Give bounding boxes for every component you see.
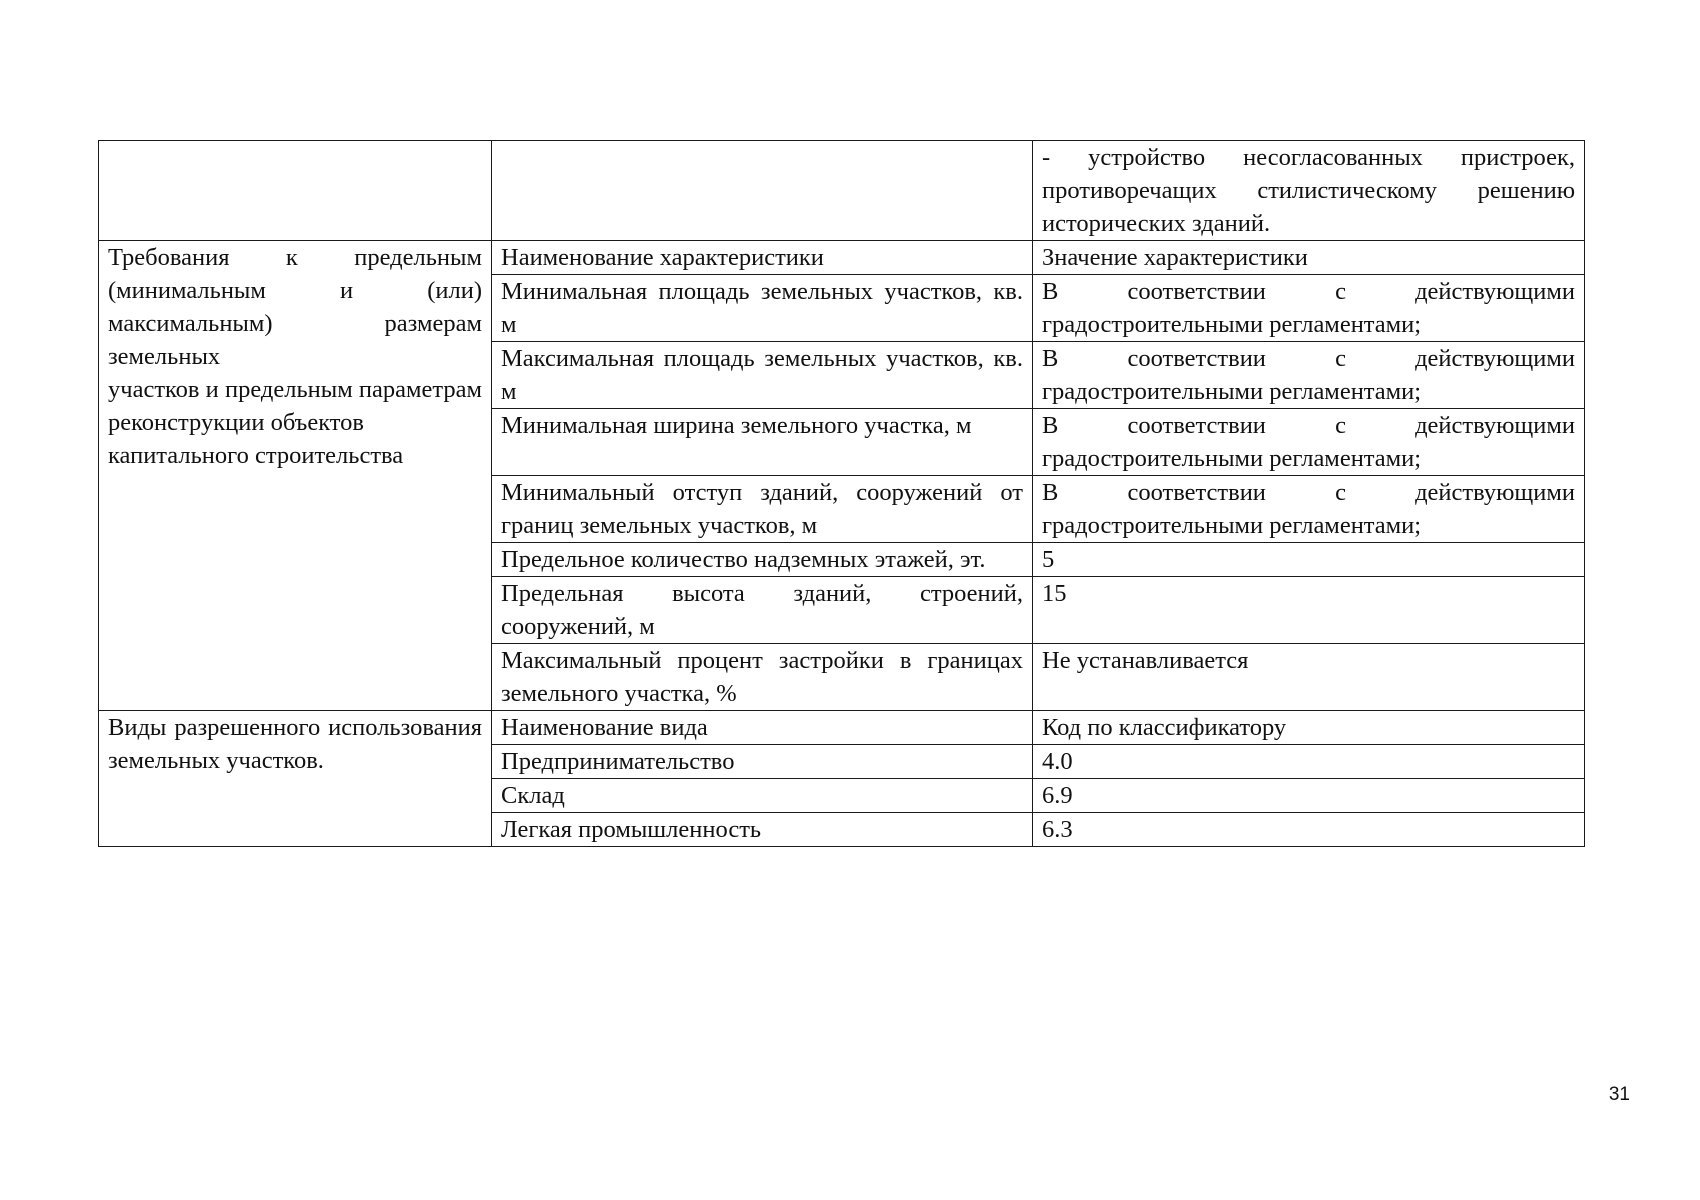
characteristic-value: В соответствии с действующими градостроительными регламентами; (1033, 342, 1585, 409)
characteristic-value: В соответствии с действующими градостроительными регламентами; (1033, 275, 1585, 342)
params-section-label-cell (99, 241, 492, 711)
classifier-code: 4.0 (1033, 745, 1585, 779)
restriction-text-cell: - устройство несогласованных пристроек, противоречащих стилистическому решению исторических зданий. (1033, 141, 1585, 241)
column-header-characteristic-value: Значение характеристики (1033, 241, 1585, 275)
characteristic-name: Минимальный отступ зданий, сооружений от границ земельных участков, м (492, 476, 1033, 543)
page-number: 31 (1608, 1084, 1630, 1105)
characteristic-name: Минимальная ширина земельного участка, м (492, 409, 1033, 476)
column-header-characteristic-name: Наименование характеристики (492, 241, 1033, 275)
characteristic-name: Предельное количество надземных этажей, эт. (492, 543, 1033, 577)
classifier-code: 6.3 (1033, 813, 1585, 847)
table-cell-empty (99, 141, 492, 241)
characteristic-value: 15 (1033, 577, 1585, 644)
use-name: Легкая промышленность (492, 813, 1033, 847)
table-cell-empty (492, 141, 1033, 241)
characteristic-value: В соответствии с действующими градостроительными регламентами; (1033, 476, 1585, 543)
params-label-line: участков и предельным параметрам реконструкции объектов (108, 376, 482, 436)
characteristic-name: Предельная высота зданий, строений, сооружений, м (492, 577, 1033, 644)
column-header-classifier-code: Код по классификатору (1033, 711, 1585, 745)
characteristic-name: Максимальный процент застройки в границах земельного участка, % (492, 644, 1033, 711)
characteristic-value: В соответствии с действующими градостроительными регламентами; (1033, 409, 1585, 476)
params-label-line: Требования к предельным (минимальным и (или) максимальным) размерам земельных (108, 244, 482, 370)
use-name: Предпринимательство (492, 745, 1033, 779)
uses-section-label-cell: Виды разрешенного использования земельных участков. (99, 711, 492, 847)
use-name: Склад (492, 779, 1033, 813)
table-row (99, 711, 1585, 745)
characteristic-name: Минимальная площадь земельных участков, кв. м (492, 275, 1033, 342)
column-header-use-name: Наименование вида (492, 711, 1033, 745)
params-label-line: капитального строительства (108, 442, 404, 469)
table-row (99, 241, 1585, 275)
classifier-code: 6.9 (1033, 779, 1585, 813)
characteristic-value: 5 (1033, 543, 1585, 577)
land-use-regulations-table (98, 140, 1585, 847)
table-row (99, 141, 1585, 241)
characteristic-name: Максимальная площадь земельных участков, кв. м (492, 342, 1033, 409)
characteristic-value: Не устанавливается (1033, 644, 1585, 711)
